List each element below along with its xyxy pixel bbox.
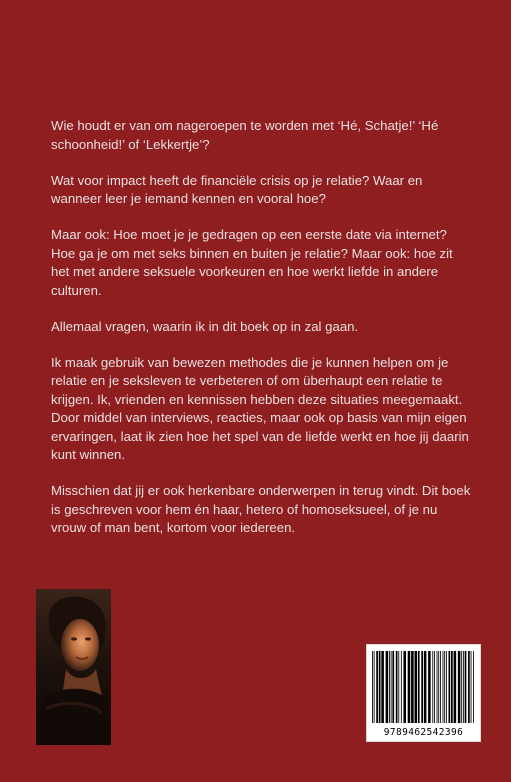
barcode-bar xyxy=(437,651,438,723)
barcode-bar xyxy=(421,651,423,723)
barcode-bar xyxy=(428,651,431,723)
blurb-paragraph-5: Ik maak gebruik van bewezen methodes die je kunnen helpen om je relatie en je seksleven te verbeteren of om überhaupt een relatie te krijgen. Ik, vrienden en kennissen hebben deze situaties meegemaakt. Door middel van interviews, reacties, maar ook op basis van mijn eigen ervaringen, laat ik zien hoe het spel van de liefde werkt en hoe jij daarin kunt winnen. xyxy=(51,354,469,462)
barcode-bar xyxy=(451,651,453,723)
barcode-bar xyxy=(408,651,411,723)
barcode-bar xyxy=(468,651,470,723)
barcode-bar xyxy=(432,651,433,723)
author-portrait-icon xyxy=(36,589,111,745)
barcode-bar xyxy=(386,651,389,723)
barcode-bar xyxy=(403,651,406,723)
barcode-bar xyxy=(473,651,474,723)
barcode-bar xyxy=(374,651,375,723)
barcode-bar xyxy=(463,651,464,723)
blurb-paragraph-6: Misschien dat jij er ook herkenbare onderwerpen in terug vindt. Dit boek is geschreven voor hem én haar, hetero of homoseksueel, of je nu vrouw of man bent, kortom voor iedereen. xyxy=(51,483,471,535)
barcode-bar xyxy=(443,651,444,723)
barcode-bar xyxy=(411,651,414,723)
barcode-bar xyxy=(391,651,392,723)
barcode-bar xyxy=(438,651,439,723)
barcode-bar xyxy=(440,651,441,723)
barcode-bar xyxy=(444,651,445,723)
back-cover-blurb xyxy=(51,117,471,555)
barcode-bar xyxy=(372,651,373,723)
barcode-bar xyxy=(465,651,467,723)
barcode-bar xyxy=(379,651,381,723)
blurb-paragraph-4: Allemaal vragen, waarin ik in dit boek op in zal gaan. xyxy=(51,318,359,334)
barcode-bar xyxy=(454,651,457,723)
blurb-paragraph-2: Wat voor impact heeft de financiële crisis op je relatie? Waar en wanneer leer je iemand kennen en vooral hoe? xyxy=(51,172,423,206)
blurb-paragraph-3: Maar ook: Hoe moet je je gedragen op een eerste date via internet? Hoe ga je om met seks binnen en buiten je relatie? Maar ook: hoe zit het met andere seksuele voorkeuren en hoe werkt liefde in andere culturen. xyxy=(51,227,453,298)
barcode-bar xyxy=(449,651,451,723)
barcode-bar xyxy=(424,651,427,723)
barcode-bar xyxy=(396,651,398,723)
barcode-bar xyxy=(381,651,384,723)
barcode-bar xyxy=(446,651,447,723)
barcode-bar xyxy=(398,651,399,723)
barcode-bar xyxy=(471,651,472,723)
isbn-barcode xyxy=(366,644,481,742)
barcode-bar xyxy=(415,651,418,723)
barcode-bar xyxy=(418,651,420,723)
barcode-bar xyxy=(461,651,462,723)
barcode-bar xyxy=(389,651,390,723)
blurb-paragraph-1: Wie houdt er van om nageroepen te worden met ‘Hé, Schatje!’ ‘Hé schoonheid!’ of ‘Lekkertje’? xyxy=(51,118,439,152)
author-photo xyxy=(36,589,111,745)
barcode-bar xyxy=(392,651,394,723)
barcode-bar xyxy=(434,651,435,723)
isbn-number: 9789462542396 xyxy=(383,727,464,738)
barcode-bar xyxy=(458,651,461,723)
barcode-bar xyxy=(376,651,378,723)
barcode-bar xyxy=(401,651,402,723)
